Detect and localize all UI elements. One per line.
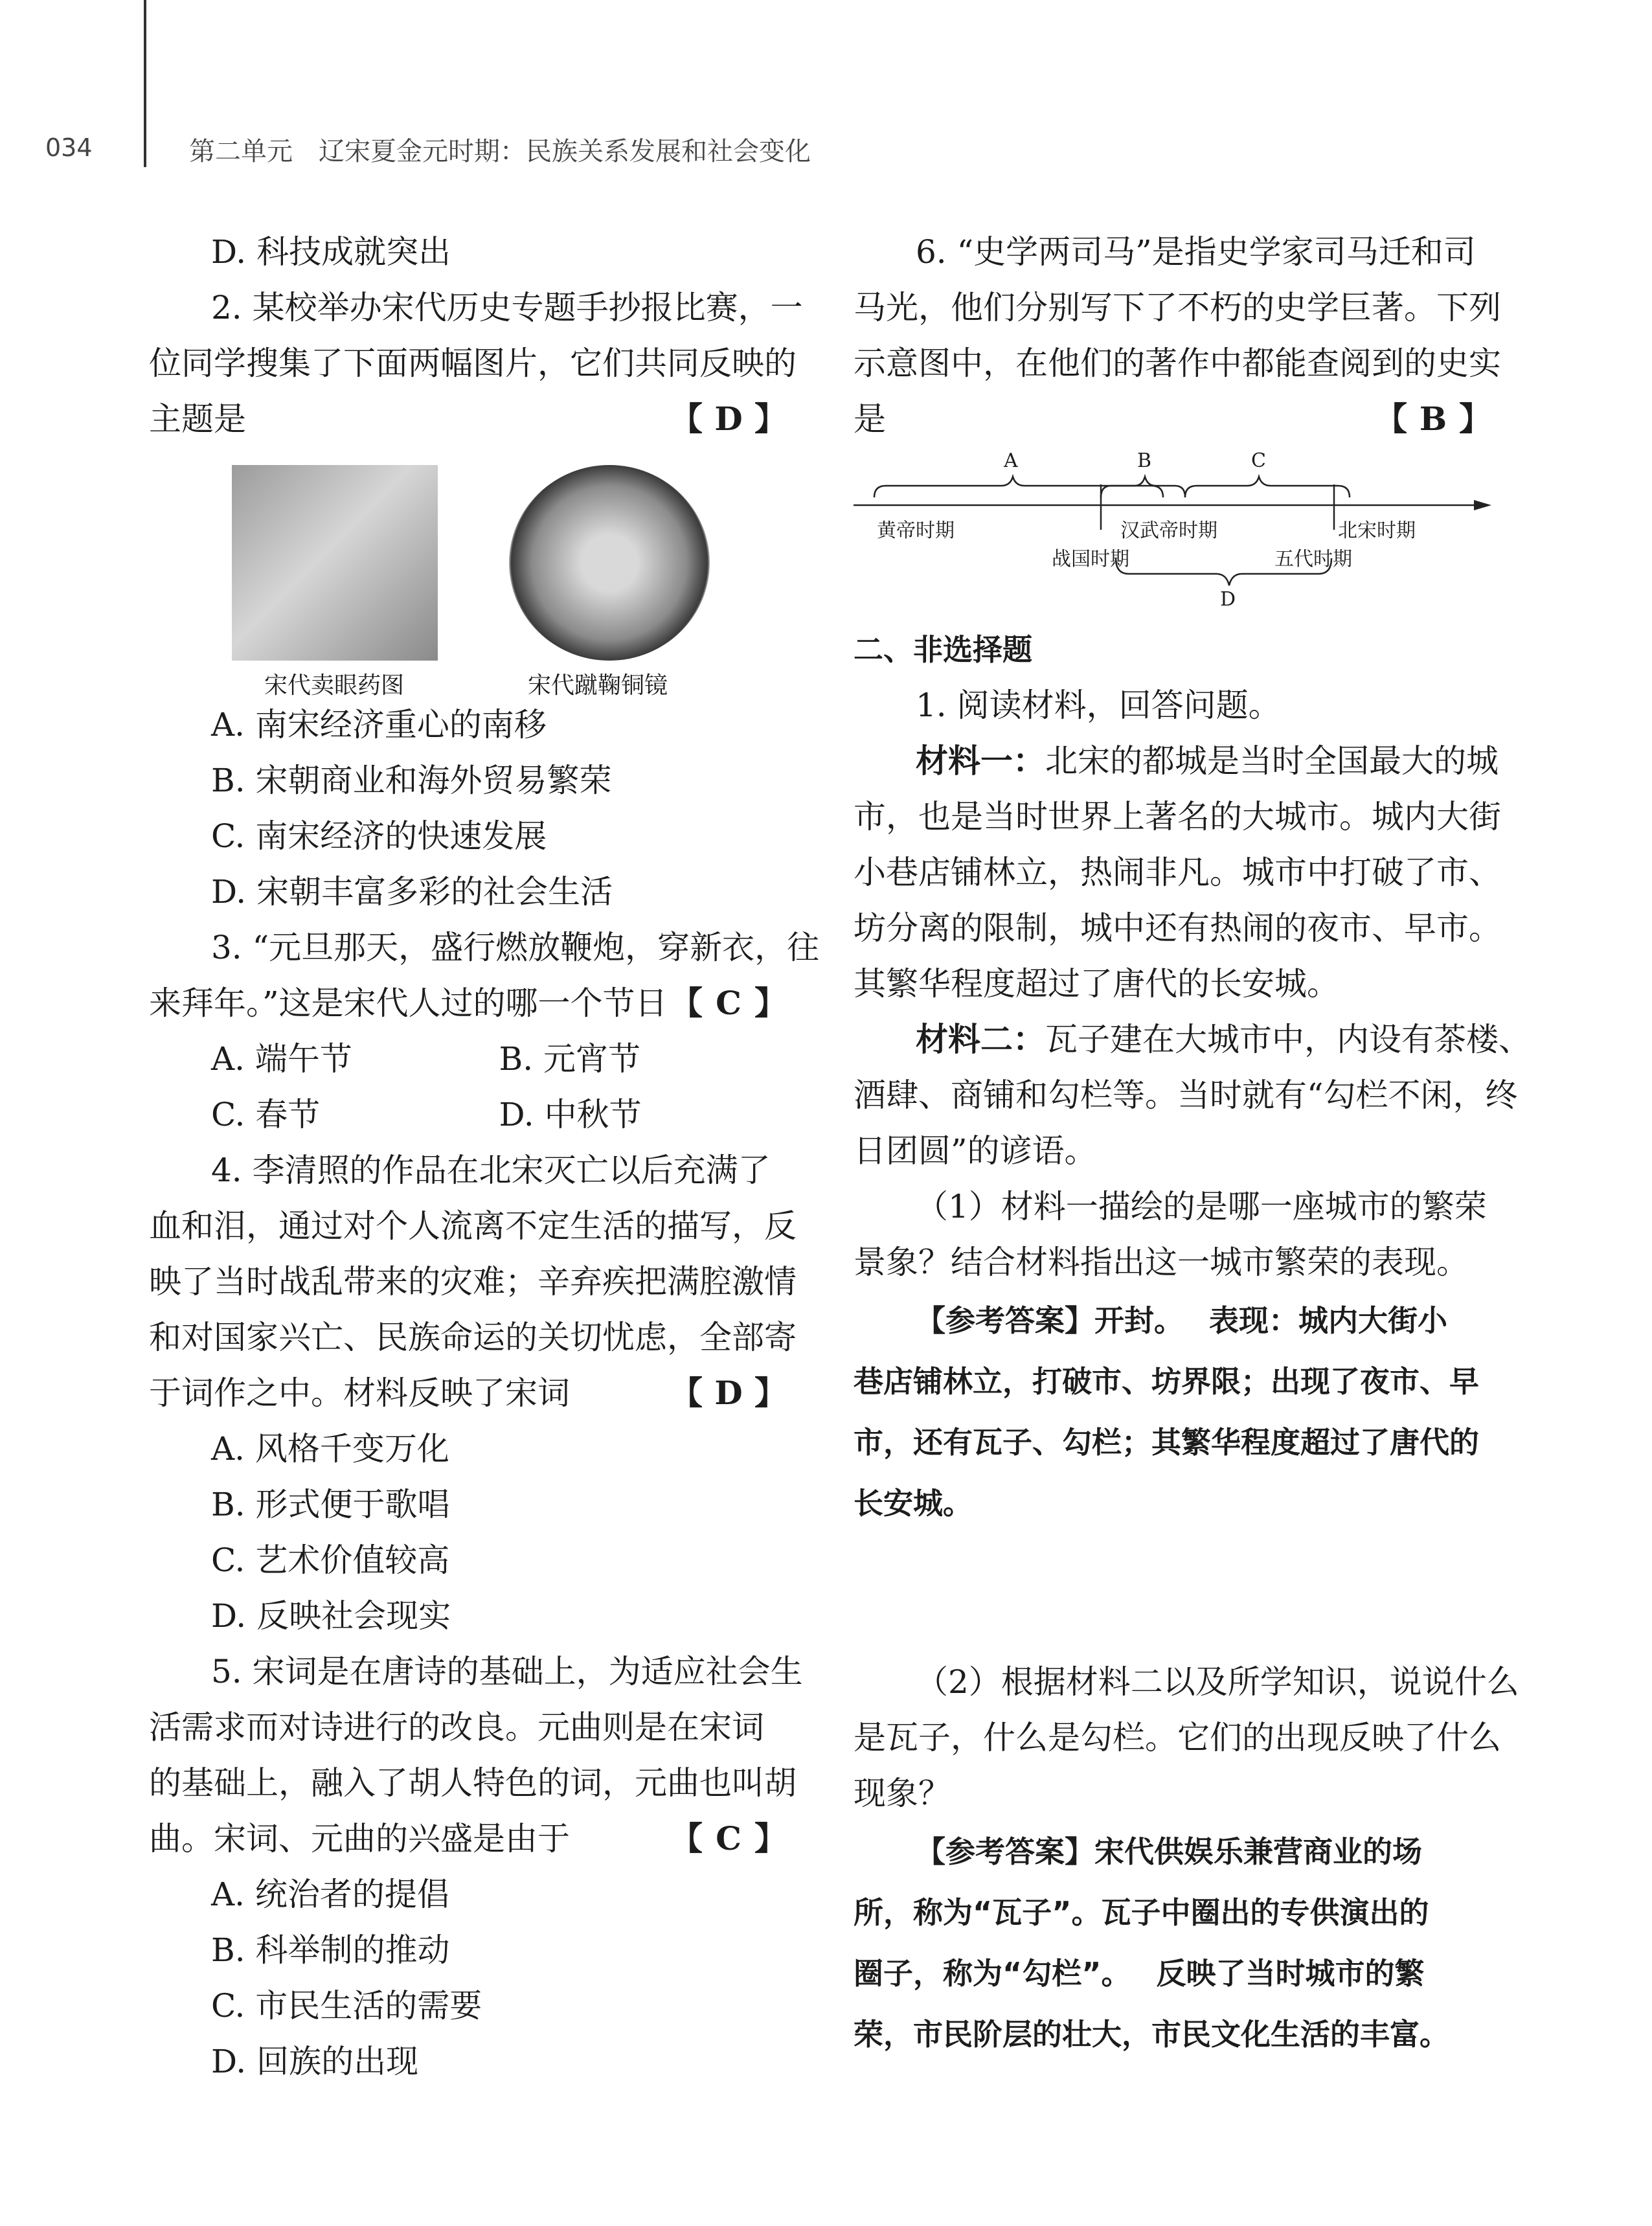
answer-1: 长安城。: [854, 1486, 973, 1521]
left-column: [149, 224, 820, 2089]
header-divider: [144, 0, 146, 167]
answer-2: 所，称为“瓦子”。瓦子中圈出的专供演出的: [854, 1895, 1429, 1930]
q4-line: 和对国家兴亡、民族命运的关切忧虑，全部寄: [149, 1319, 797, 1356]
q5-option: D. 回族的出现: [211, 2043, 419, 2080]
q4-line: 映了当时战乱带来的灾难；辛弃疾把满腔激情: [149, 1263, 797, 1300]
q6-line: 马光，他们分别写下了不朽的史学巨著。下列: [854, 289, 1501, 326]
brace-b: [1101, 477, 1185, 497]
sub-question-2: （2）根据材料二以及所学知识，说说什么: [916, 1663, 1519, 1701]
q3-answer: C: [716, 984, 741, 1022]
sub-question-2: 现象？: [854, 1775, 951, 1812]
material1-line: 其繁华程度超过了唐代的长安城。: [854, 965, 1339, 1003]
q6-answer: B: [1419, 400, 1447, 438]
brace-a: [874, 477, 1163, 497]
q2-figures: [149, 447, 787, 697]
section-title: 二、非选择题: [854, 632, 1032, 667]
q4-option: D. 反映社会现实: [211, 1597, 451, 1635]
q3-options-row: [149, 1031, 787, 1087]
material2-label: 材料二：: [916, 1021, 1045, 1058]
material2-line: [854, 1012, 1531, 1067]
answer-1: 【参考答案】开封。 表现：城内大街小: [916, 1303, 1448, 1338]
material1-line: 市，也是当时世界上著名的大城市。城内大街: [854, 798, 1501, 835]
page-number: 034: [45, 133, 93, 162]
answer-1: 巷店铺林立，打破市、坊界限；出现了夜市、早: [854, 1364, 1479, 1399]
timeline-span-label: A: [1004, 449, 1018, 472]
material2-line: 酒肆、商铺和勾栏等。当时就有“勾栏不闲，终: [854, 1076, 1518, 1114]
nq1-intro: 1. 阅读材料，回答问题。: [916, 687, 1281, 724]
q6-line-last: [854, 391, 1491, 447]
timeline-point-label: 黄帝时期: [877, 519, 955, 542]
q1-option-d: D. 科技成就突出: [211, 233, 451, 271]
q2-option: A. 南宋经济重心的南移: [211, 706, 547, 744]
question-4: [149, 1142, 797, 1644]
figure-caption: 宋代卖眼药图: [264, 672, 405, 699]
question-5: [149, 1644, 803, 2089]
q2-option: C. 南宋经济的快速发展: [211, 817, 547, 855]
q5-line: 的基础上，融入了胡人特色的词，元曲也叫胡: [149, 1764, 797, 1802]
q3-option: B. 元宵节: [499, 1040, 641, 1078]
q4-option: B. 形式便于歌唱: [211, 1486, 450, 1523]
q4-line: 4. 李清照的作品在北宋灭亡以后充满了: [211, 1152, 771, 1189]
q5-option: A. 统治者的提倡: [211, 1876, 449, 1913]
sub-question-1: （1）材料一描绘的是哪一座城市的繁荣: [916, 1188, 1487, 1225]
q4-line-last: [149, 1365, 787, 1421]
answer-2: 【参考答案】宋代供娱乐兼营商业的场: [916, 1834, 1422, 1869]
timeline-span-label: B: [1137, 449, 1152, 472]
material2-line: 日团圆”的谚语。: [854, 1132, 1097, 1170]
timeline-point-label: 汉武帝时期: [1120, 519, 1217, 542]
q6-line-text: 是: [854, 400, 886, 438]
timeline-point-label: 五代时期: [1274, 548, 1352, 571]
right-column: [854, 224, 1531, 2065]
q3-line: 3. “元旦那天，盛行燃放鞭炮，穿新衣，往: [211, 929, 820, 966]
figure-caption: 宋代蹴鞠铜镜: [528, 672, 668, 699]
q6-answer-bracket: 【 B 】: [1375, 391, 1491, 447]
q4-answer: D: [714, 1374, 743, 1412]
timeline-point-label: 战国时期: [1052, 548, 1129, 571]
q3-line-last: [149, 975, 787, 1031]
q2-line: 位同学搜集了下面两幅图片，它们共同反映的: [149, 345, 797, 382]
q5-answer-bracket: 【 C 】: [670, 1811, 787, 1867]
q5-line: 5. 宋词是在唐诗的基础上，为适应社会生: [211, 1653, 803, 1690]
material1-text: 北宋的都城是当时全国最大的城: [1045, 742, 1499, 780]
timeline-span-label: D: [1220, 588, 1236, 611]
question-2: [149, 280, 803, 920]
material1-label: 材料一：: [916, 742, 1045, 780]
q5-option: C. 市民生活的需要: [211, 1987, 482, 2025]
timeline-point-label: 北宋时期: [1338, 519, 1416, 542]
material1-line: 小巷店铺林立，热闹非凡。城市中打破了市、: [854, 854, 1501, 891]
q3-line-text: 来拜年。”这是宋代人过的哪一个节日: [149, 984, 668, 1022]
q6-line: 6. “史学两司马”是指史学家司马迁和司: [916, 233, 1476, 271]
answer-1: 市，还有瓦子、勾栏；其繁华程度超过了唐代的: [854, 1425, 1479, 1460]
q2-answer: D: [714, 400, 743, 438]
q5-line-text: 曲。宋词、元曲的兴盛是由于: [149, 1820, 570, 1857]
q5-answer: C: [716, 1819, 741, 1857]
q5-option: B. 科举制的推动: [211, 1931, 450, 1969]
q6-line: 示意图中，在他们的著作中都能查阅到的史实: [854, 345, 1501, 382]
q2-line-text: 主题是: [149, 400, 246, 438]
non-choice-question-1: [854, 677, 1531, 2065]
q5-line: 活需求而对诗进行的改良。元曲则是在宋词: [149, 1709, 764, 1746]
timeline-arrowhead: [1474, 500, 1491, 510]
q4-option: A. 风格千变万化: [211, 1430, 449, 1468]
timeline-span-label: C: [1251, 449, 1266, 472]
material1-line: 坊分离的限制，城中还有热闹的夜市、早市。: [854, 909, 1501, 947]
q3-options-row: [149, 1087, 787, 1142]
answer-2: 荣，市民阶层的壮大，市民文化生活的丰富。: [854, 2017, 1449, 2052]
q5-line-last: [149, 1811, 787, 1867]
sub-question-1: 景象？结合材料指出这一城市繁荣的表现。: [854, 1244, 1469, 1281]
q4-answer-bracket: 【 D 】: [670, 1365, 787, 1421]
unit-title: 第二单元 辽宋夏金元时期：民族关系发展和社会变化: [189, 137, 811, 166]
eye-medicine-painting-image: [232, 465, 438, 661]
material1-line: [854, 733, 1499, 789]
q4-line-text: 于词作之中。材料反映了宋词: [149, 1374, 570, 1412]
material2-text: 瓦子建在大城市中，内设有茶楼、: [1045, 1021, 1531, 1058]
q2-answer-bracket: 【 D 】: [670, 391, 787, 447]
cuju-bronze-mirror-image: [509, 465, 710, 661]
question-3: [149, 920, 820, 1142]
q3-option: A. 端午节: [211, 1040, 352, 1078]
brace-c: [1185, 477, 1350, 497]
q3-option: C. 春节: [211, 1096, 321, 1133]
sub-question-2: 是瓦子，什么是勾栏。它们的出现反映了什么: [854, 1719, 1501, 1756]
q3-answer-bracket: 【 C 】: [670, 975, 787, 1031]
answer-2: 圈子，称为“勾栏”。 反映了当时城市的繁: [854, 1956, 1425, 1991]
q3-option: D. 中秋节: [499, 1096, 642, 1133]
answer-space: [854, 1534, 1491, 1654]
q4-line: 血和泪，通过对个人流离不定生活的描写，反: [149, 1207, 797, 1245]
q2-line-last: [149, 391, 787, 447]
q4-option: C. 艺术价值较高: [211, 1541, 450, 1579]
q2-line: 2. 某校举办宋代历史专题手抄报比赛，一: [211, 289, 803, 326]
q6-timeline-diagram: [854, 447, 1491, 622]
question-6: [854, 224, 1501, 622]
q2-option: D. 宋朝丰富多彩的社会生活: [211, 873, 613, 911]
q2-option: B. 宋朝商业和海外贸易繁荣: [211, 762, 612, 799]
